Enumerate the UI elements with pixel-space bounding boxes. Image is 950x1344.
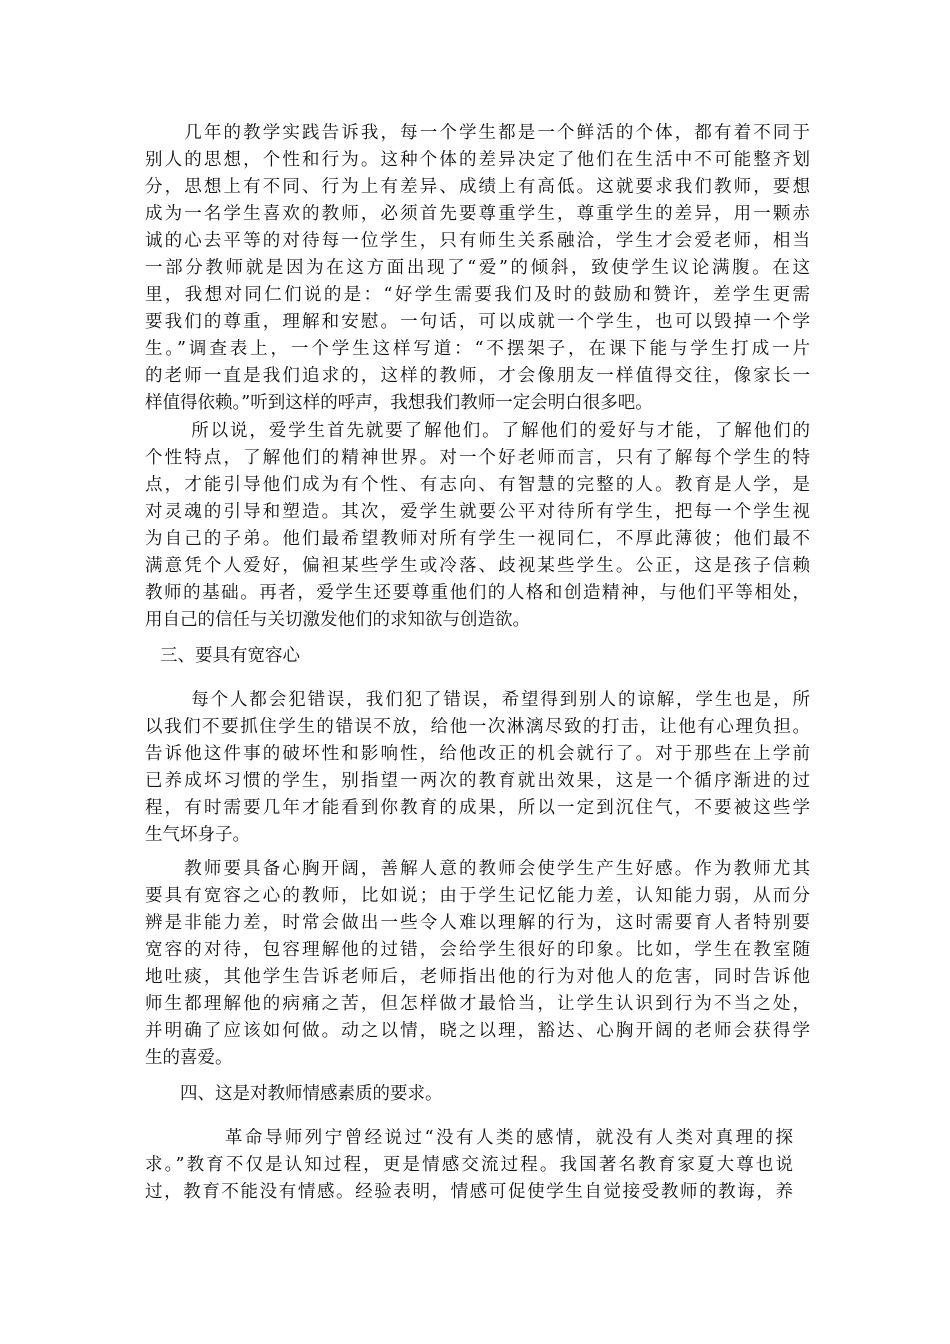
text-line: 分，思想上有不同、行为上有差异、成绩上有高低。这就要求我们教师，要想 <box>145 177 810 197</box>
text-line: 并明确了应该如何做。动之以情，晓之以理，豁达、心胸开阔的老师会获得学 <box>145 1021 810 1041</box>
text-line: 一部分教师就是因为在这方面出现了“爱”的倾斜，致使学生议论满腹。在这 <box>145 258 810 278</box>
paragraph-1 <box>145 120 810 417</box>
text-line: 每个人都会犯错误，我们犯了错误，希望得到别人的谅解，学生也是，所 <box>145 690 810 710</box>
text-line: 的老师一直是我们追求的，这样的教师，才会像朋友一样值得交往，像家长一 <box>145 366 810 386</box>
text-line: 教师的基础。再者，爱学生还要尊重他们的人格和创造精神，与他们平等相处， <box>145 583 810 603</box>
text-line: 里，我想对同仁们说的是：“好学生需要我们及时的鼓励和赞许，差学生更需 <box>145 285 810 305</box>
text-line: 过，教育不能没有情感。经验表明，情感可促使学生自觉接受教师的教诲，养 <box>145 1182 793 1202</box>
text-line: 教师要具备心胸开阔，善解人意的教师会使学生产生好感。作为教师尤其 <box>145 859 810 879</box>
text-line: 程，有时需要几年才能看到你教育的成果，所以一定到沉住气，不要被这些学 <box>145 798 810 818</box>
paragraph-3 <box>145 687 810 849</box>
text-line: 生的喜爱。 <box>145 1048 233 1068</box>
paragraph-4 <box>145 856 810 1072</box>
text-line: 革命导师列宁曾经说过“没有人类的感情，就没有人类对真理的探 <box>145 1128 793 1148</box>
text-line: 师生都理解他的病痛之苦，但怎样做才最恰当，让学生认识到行为不当之处， <box>145 994 810 1014</box>
text-line: 生气坏身子。 <box>145 825 250 845</box>
text-line: 满意凭个人爱好，偏袒某些学生或冷落、歧视某些学生。公正，这是孩子信赖 <box>145 556 810 576</box>
text-line: 为自己的子弟。他们最希望教师对所有学生一视同仁，不厚此薄彼；他们最不 <box>145 529 810 549</box>
text-line: 生。”调查表上，一个学生这样写道：“不摆架子，在课下能与学生打成一片 <box>145 339 810 359</box>
text-line: 辨是非能力差，时常会做出一些令人难以理解的行为，这时需要育人者特别要 <box>145 913 810 933</box>
text-line: 要具有宽容之心的教师，比如说；由于学生记忆能力差，认知能力弱，从而分 <box>145 886 810 906</box>
paragraph-5 <box>145 1125 793 1206</box>
text-line: 地吐痰，其他学生告诉老师后，老师指出他的行为对他人的危害，同时告诉他 <box>145 967 810 987</box>
text-line: 样值得依赖。”听到这样的呼声，我想我们教师一定会明白很多吧。 <box>145 393 653 413</box>
text-line: 对灵魂的引导和塑造。其次，爱学生就要公平对待所有学生，把每一个学生视 <box>145 502 810 522</box>
text-line: 诚的心去平等的对待每一位学生，只有师生关系融洽，学生才会爱老师，相当 <box>145 231 810 251</box>
text-line: 宽容的对待，包容理解他的过错，会给学生很好的印象。比如，学生在教室随 <box>145 940 810 960</box>
text-line: 已养成坏习惯的学生，别指望一两次的教育就出效果，这是一个循序渐进的过 <box>145 771 810 791</box>
section-heading-3: 三、要具有宽容心 <box>160 646 300 666</box>
text-line: 成为一名学生喜欢的教师，必须首先要尊重学生，尊重学生的差异，用一颗赤 <box>145 204 810 224</box>
text-line: 所以说，爱学生首先就要了解他们。了解他们的爱好与才能，了解他们的 <box>145 421 810 441</box>
text-line: 求。”教育不仅是认知过程，更是情感交流过程。我国著名教育家夏大尊也说 <box>145 1155 793 1175</box>
text-line: 要我们的尊重，理解和安慰。一句话，可以成就一个学生，也可以毁掉一个学 <box>145 312 810 332</box>
text-line: 点，才能引导他们成为有个性、有志向、有智慧的完整的人。教育是人学，是 <box>145 475 810 495</box>
paragraph-2 <box>145 418 810 634</box>
text-line: 用自己的信任与关切激发他们的求知欲与创造欲。 <box>145 610 530 630</box>
text-line: 以我们不要抓住学生的错误不放，给他一次淋漓尽致的打击，让他有心理负担。 <box>145 717 810 737</box>
text-line: 几年的教学实践告诉我，每一个学生都是一个鲜活的个体，都有着不同于 <box>145 123 810 143</box>
section-heading-4: 四、这是对教师情感素质的要求。 <box>180 1084 443 1104</box>
text-line: 别人的思想，个性和行为。这种个体的差异决定了他们在生活中不可能整齐划 <box>145 150 810 170</box>
text-line: 告诉他这件事的破坏性和影响性，给他改正的机会就行了。对于那些在上学前 <box>145 744 810 764</box>
text-line: 个性特点，了解他们的精神世界。对一个好老师而言，只有了解每个学生的特 <box>145 448 810 468</box>
